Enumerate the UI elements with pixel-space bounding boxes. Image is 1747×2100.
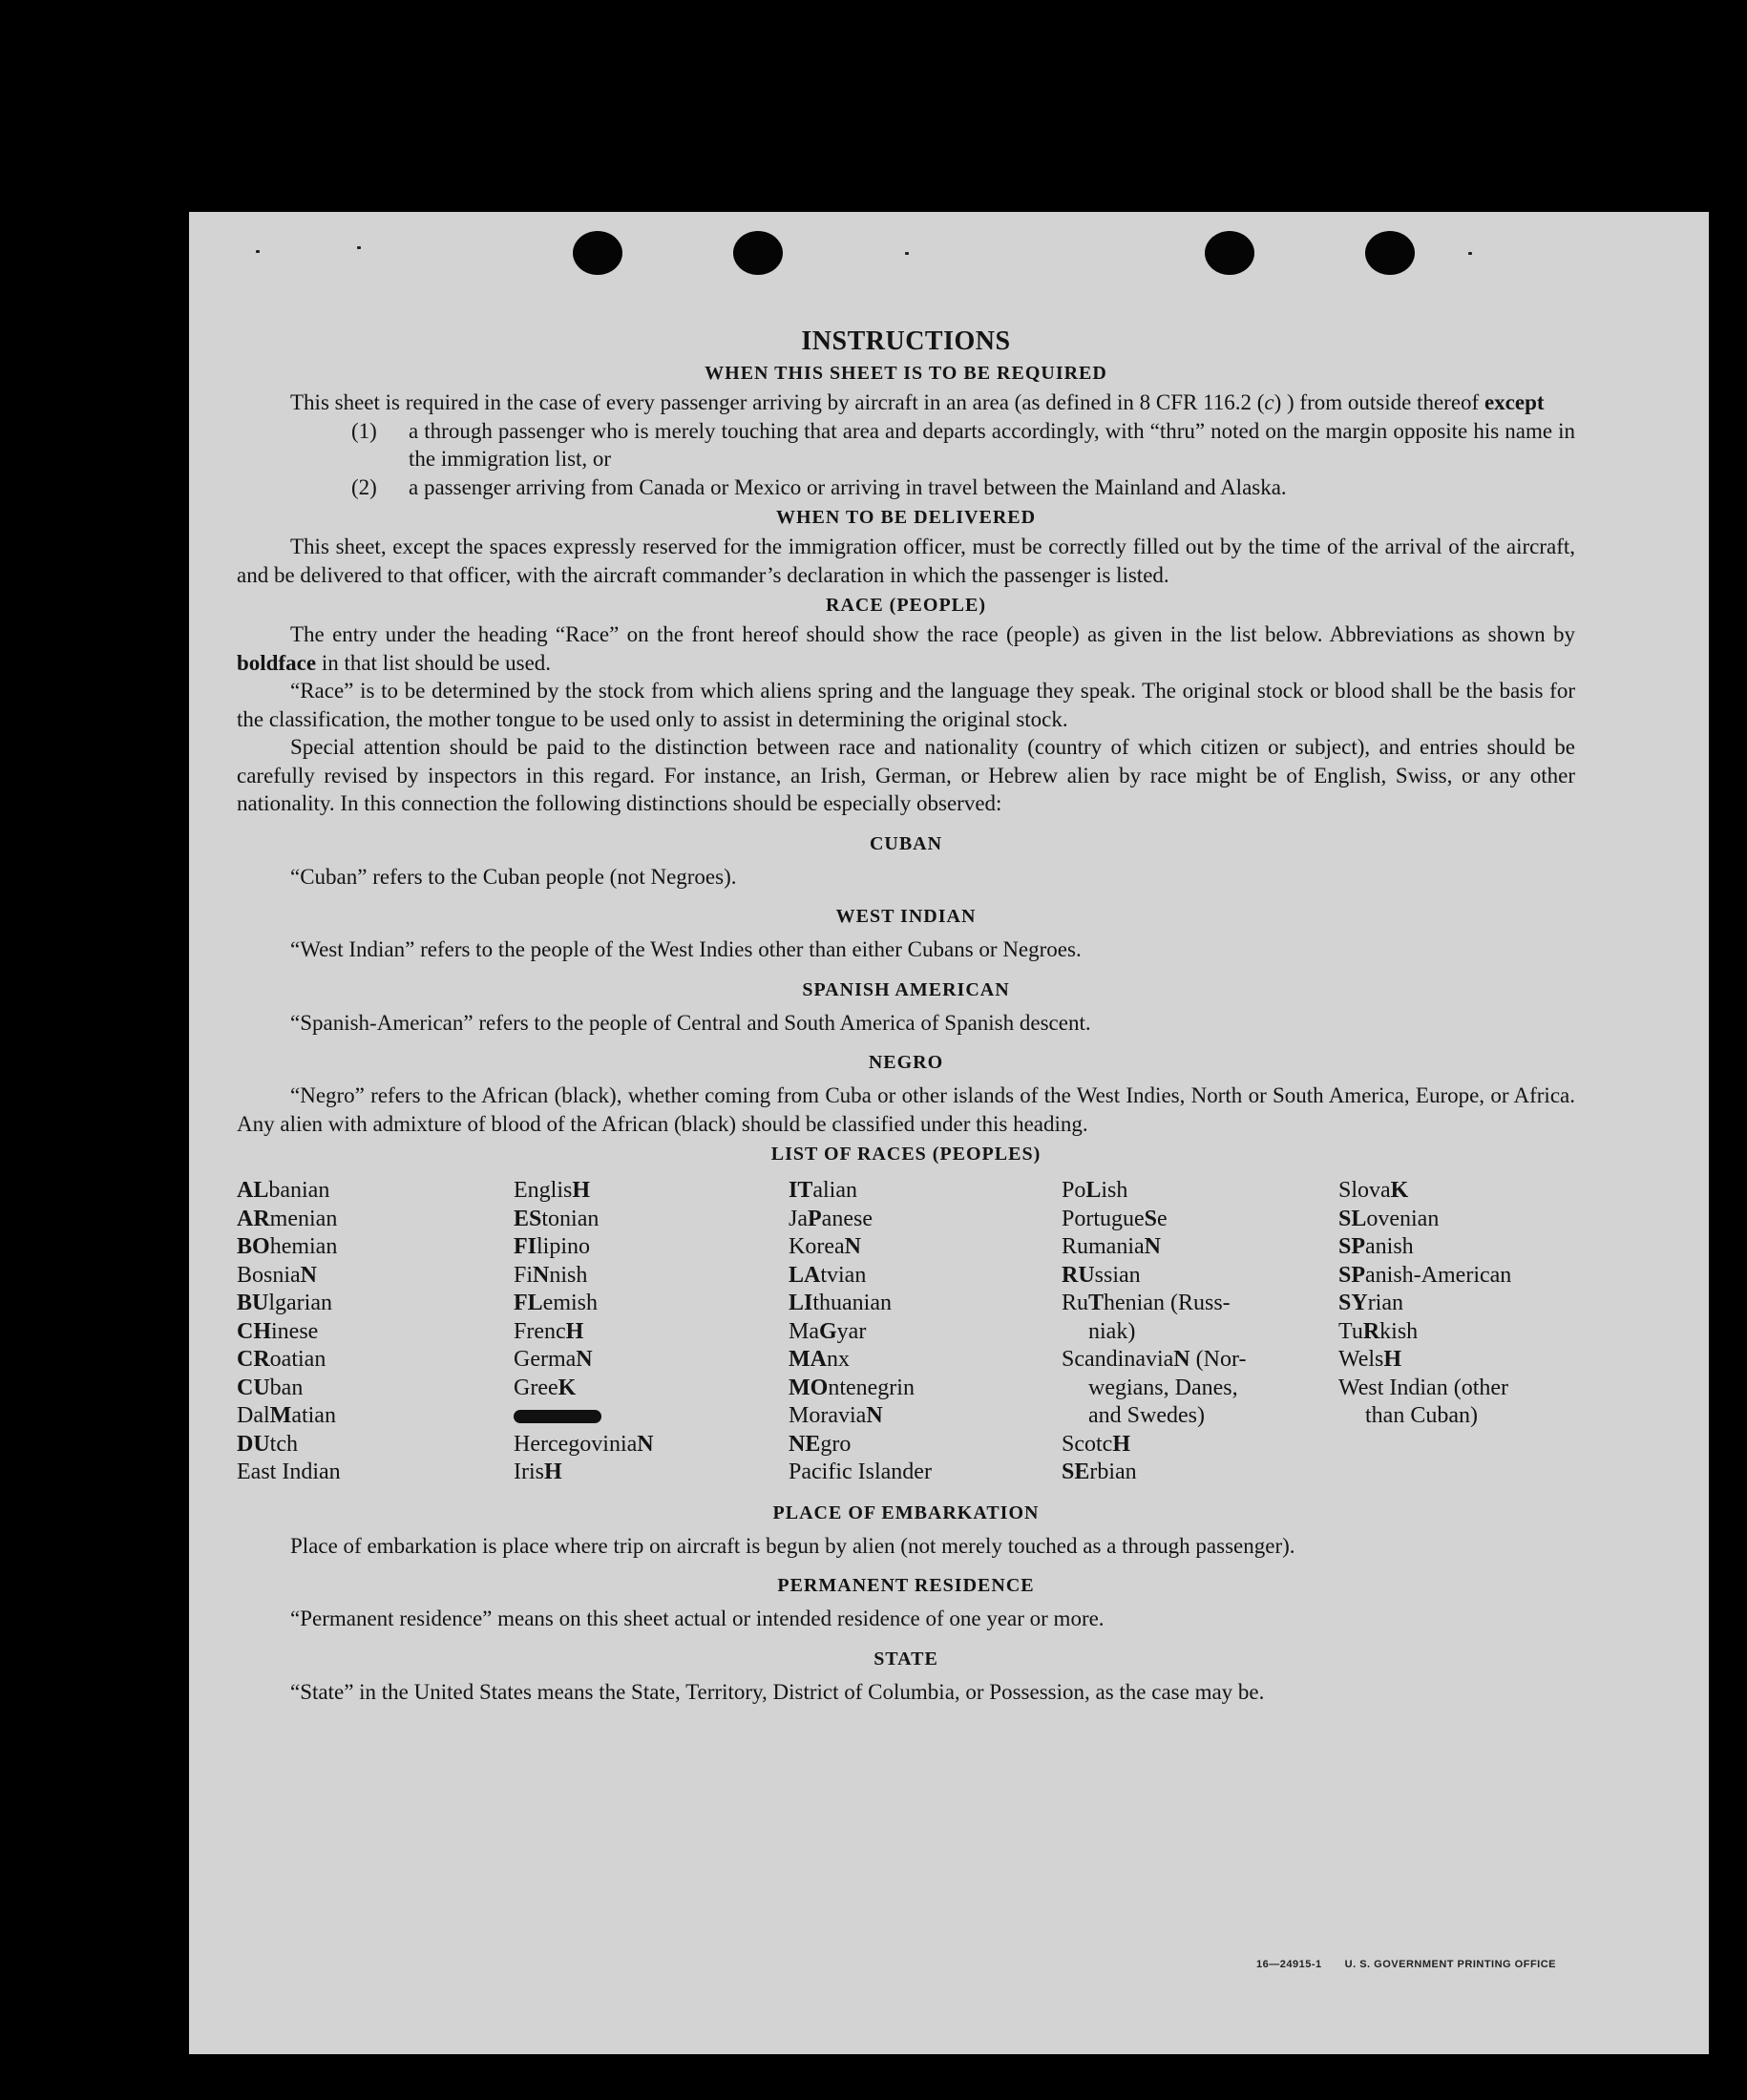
race-name-part: oatian [269,1347,326,1372]
race-name-part: anese [821,1206,873,1231]
race-name-part: Ja [789,1206,808,1231]
paper-speck [256,250,260,253]
race-name-part: nish [549,1262,588,1288]
race-entry-continued: wegians, Danes, [1088,1375,1238,1400]
race-abbreviation: N [1173,1347,1190,1372]
section-heading-embarkation: PLACE OF EMBARKATION [772,1502,1040,1523]
race-name-part: thuanian [812,1291,892,1315]
race-entry [1062,1206,1338,1234]
race-abbreviation: SP [1338,1234,1366,1259]
race-abbreviation: AR [237,1206,270,1231]
race-entry [237,1375,514,1403]
race-name-part: anish-American [1365,1262,1512,1288]
race-entry [237,1262,514,1291]
race-abbreviation: H [572,1178,591,1203]
race-entry [514,1206,789,1234]
race-name-part: kish [1379,1318,1419,1344]
race-abbreviation: S [1144,1206,1158,1231]
race-name-part: Korea [789,1234,845,1259]
race-abbreviation: R [1362,1318,1380,1344]
paper-speck [1468,252,1472,255]
race-name-part: Hercegovinia [514,1431,638,1457]
race-entry [1338,1290,1575,1318]
negro-text: “Negro” refers to the African (black), whether coming from Cuba or other islands of the West Indies, North or South America, Europe, or Africa. Any alien with admixture of blood of the African (black) should be classified under this heading. [237,1083,1575,1136]
race-name-part: Bosnia [237,1262,301,1288]
punch-hole [1205,231,1254,275]
race-entry [789,1206,1062,1234]
race-abbreviation: SL [1338,1206,1367,1231]
race-column [789,1177,1062,1487]
race-name-part: atian [291,1403,336,1428]
race-abbreviation: N [844,1234,861,1259]
document-page [189,212,1709,2054]
race-name-part: Dal [237,1403,270,1428]
race-name-part: gro [820,1431,852,1457]
race-text: The entry under the heading “Race” on the front hereof should show the race (people) as given in the list below. Abbreviations as shown by [290,622,1575,646]
race-entry [1062,1431,1338,1460]
race-name-part: rbian [1089,1460,1137,1484]
race-abbreviation: M [269,1403,292,1428]
race-entry [1062,1290,1338,1318]
race-abbreviation: ES [514,1206,542,1231]
race-entry [514,1346,789,1375]
race-entry [237,1318,514,1347]
race-name-part: ntenegrin [828,1375,915,1400]
race-entry [789,1318,1062,1347]
race-name-part: tonian [541,1206,600,1231]
race-boldface-word: boldface [237,650,317,675]
embarkation-text: Place of embarkation is place where trip on aircraft is begun by alien (not merely touched as a through passenger). [290,1533,1295,1558]
intro-text: ) ) from outside thereof [1273,390,1484,414]
printer-name: U. S. GOVERNMENT PRINTING OFFICE [1344,1959,1556,1970]
race-entry [237,1206,514,1234]
race-name-part: Wels [1338,1347,1384,1372]
race-name-part: banian [268,1178,330,1203]
exception-item [237,417,1575,473]
race-entry [1062,1262,1338,1291]
race-name-part: henian (Russ- [1104,1291,1231,1315]
race-abbreviation: AL [237,1178,269,1203]
race-abbreviation: SY [1338,1291,1368,1315]
race-name-part: anish [1365,1234,1414,1259]
race-entry [789,1290,1062,1318]
race-entry [1062,1459,1338,1487]
race-entry-continued: and Swedes) [1088,1403,1205,1428]
spanish-american-text: “Spanish-American” refers to the people of Central and South America of Spanish descent. [290,1010,1091,1035]
race-column [237,1177,514,1487]
west-indian-text: “West Indian” refers to the people of the West Indies other than either Cubans or Negroes. [290,937,1082,961]
punch-hole [733,231,783,275]
race-name-part: lipino [537,1234,591,1259]
section-heading-residence: PERMANENT RESIDENCE [777,1575,1035,1596]
race-name-part: Pacific Islander [789,1460,932,1484]
race-entry [237,1177,514,1206]
race-entry [1062,1233,1338,1262]
race-abbreviation: NE [789,1431,821,1457]
section-heading-races-list: LIST OF RACES (PEOPLES) [770,1144,1042,1165]
race-entry [1062,1177,1338,1206]
race-name-part: tch [269,1431,298,1457]
race-abbreviation: L [1085,1178,1102,1203]
race-entry [237,1431,514,1460]
race-paragraph-3: Special attention should be paid to the distinction between race and nationality (country of which citizen or subject), and entries should be carefully revised by inspectors in this regard. For instance, an Irish, German, or Hebrew alien by race might be of English, Swiss, or any other nationality. In this connection the following distinctions should be especially observed: [237,735,1575,815]
race-abbreviation: N [300,1262,318,1288]
race-entry [514,1233,789,1262]
race-entry-continued: than Cuban) [1365,1403,1478,1428]
exception-item [237,473,1575,502]
section-heading-spanish-american: SPANISH AMERICAN [802,978,1010,1000]
item-text: a passenger arriving from Canada or Mexico or arriving in travel between the Mainland and Alaska. [409,474,1287,499]
race-abbreviation: FI [514,1234,537,1259]
race-abbreviation: CH [237,1318,271,1344]
section-heading-delivered: WHEN TO BE DELIVERED [775,507,1037,528]
race-name-part: (Nor- [1189,1347,1247,1372]
race-entry [1338,1233,1575,1262]
race-abbreviation: H [1112,1431,1130,1457]
state-text: “State” in the United States means the State, Territory, District of Columbia, or Possession, as the case may be. [290,1679,1265,1704]
race-name-part: Rumania [1062,1234,1145,1259]
race-entry [1062,1346,1338,1375]
race-paragraph-2: “Race” is to be determined by the stock from which aliens spring and the language they speak. The original stock or blood shall be the basis for the classification, the mother tongue to be used only to assist in determining the original stock. [237,679,1575,731]
race-entry [514,1177,789,1206]
race-entry [1338,1262,1575,1291]
punch-hole [573,231,622,275]
race-name-part: ssian [1094,1262,1141,1288]
race-abbreviation: FL [514,1291,543,1315]
item-text: a through passenger who is merely touching that area and departs accordingly, with “thru” noted on the margin opposite his name in the immigration list, or [409,418,1575,471]
race-abbreviation: N [533,1262,550,1288]
race-entry [514,1459,789,1487]
race-name-part: Moravia [789,1403,867,1428]
race-abbreviation: K [1390,1178,1409,1203]
race-abbreviation: SE [1062,1460,1090,1484]
section-heading-cuban: CUBAN [869,832,943,854]
paper-speck [357,246,361,249]
redaction-mark [514,1410,601,1423]
race-entry [514,1431,789,1460]
race-entry [514,1318,789,1347]
race-abbreviation: LI [789,1291,813,1315]
section-heading-race: RACE (PEOPLE) [826,595,986,616]
race-abbreviation: N [1144,1234,1161,1259]
race-name-part: alian [812,1178,857,1203]
race-name-part: East Indian [237,1460,341,1484]
race-name-part: Frenc [514,1318,566,1344]
race-entry [789,1262,1062,1291]
race-abbreviation: RU [1062,1262,1095,1288]
form-number: 16—24915-1 [1256,1959,1322,1970]
race-abbreviation: P [808,1206,822,1231]
race-paragraph-1 [237,620,1575,677]
race-abbreviation: N [866,1403,883,1428]
race-entry [1338,1177,1575,1206]
paper-speck [905,252,909,255]
race-name-part: hemian [269,1234,338,1259]
race-name-part: Scandinavia [1062,1347,1174,1372]
race-name-part: nx [826,1347,850,1372]
race-name-part: Po [1062,1178,1086,1203]
race-abbreviation: H [1383,1347,1402,1372]
race-entry [237,1459,514,1487]
race-name-part: Gree [514,1375,558,1400]
cuban-text: “Cuban” refers to the Cuban people (not Negroes). [290,864,737,889]
intro-subsection: c [1264,390,1274,414]
instructions-content [237,326,1575,1706]
race-abbreviation: IT [789,1178,813,1203]
section-heading-state: STATE [874,1648,938,1670]
item-number: (2) [351,474,377,499]
race-name-part: menian [269,1206,338,1231]
race-text: in that list should be used. [316,650,552,675]
race-abbreviation: MO [789,1375,829,1400]
race-name-part: Ma [789,1318,819,1344]
race-entry [237,1402,514,1431]
race-name-part: Portugue [1062,1206,1145,1231]
section-heading-west-indian: WEST INDIAN [835,906,977,927]
race-entry [789,1402,1062,1431]
race-entry [789,1375,1062,1403]
race-abbreviation: DU [237,1431,270,1457]
race-entry-continued: niak) [1088,1318,1136,1344]
page-title: INSTRUCTIONS [801,326,1011,356]
race-entry-redacted [514,1402,789,1431]
race-name-part: ish [1101,1178,1128,1203]
race-abbreviation: BU [237,1291,269,1315]
race-abbreviation: G [819,1318,837,1344]
race-entry [514,1262,789,1291]
race-name-part: ban [269,1375,304,1400]
race-entry [789,1346,1062,1375]
race-column [1338,1177,1575,1487]
delivered-text: This sheet, except the spaces expressly reserved for the immigration officer, must be correctly filled out by the time of the arrival of the aircraft, and be delivered to that officer, with the aircraft commander’s declaration in which the passenger is listed. [237,535,1575,587]
race-abbreviation: MA [789,1347,827,1372]
race-name-part: Slova [1338,1178,1391,1203]
race-name-part: tvian [820,1262,867,1288]
residence-text: “Permanent residence” means on this sheet actual or intended residence of one year or more. [290,1606,1105,1630]
race-name-part: inese [271,1318,319,1344]
race-abbreviation: SP [1338,1262,1366,1288]
punch-hole [1365,231,1415,275]
race-abbreviation: CR [237,1347,270,1372]
race-entry [237,1233,514,1262]
race-abbreviation: N [576,1347,593,1372]
race-entry [1338,1206,1575,1234]
race-name-part: Fi [514,1262,534,1288]
race-name-part: Iris [514,1460,544,1484]
race-abbreviation: H [544,1460,562,1484]
race-name-part: Ru [1062,1291,1089,1315]
race-abbreviation: BO [237,1234,270,1259]
race-entry [789,1177,1062,1206]
race-name-part: e [1157,1206,1168,1231]
race-abbreviation: T [1088,1291,1105,1315]
race-abbreviation: H [565,1318,584,1344]
race-entry [789,1459,1062,1487]
section-heading-negro: NEGRO [868,1052,944,1073]
race-name-part: Tu [1338,1318,1363,1344]
race-entry [1338,1375,1575,1403]
intro-text: This sheet is required in the case of every passenger arriving by aircraft in an area (as defined in 8 CFR 116.2 ( [290,390,1265,414]
race-name-part: lgarian [268,1291,332,1315]
item-number: (1) [351,418,377,443]
race-entry [1338,1318,1575,1347]
race-column [1062,1177,1338,1487]
race-entry [514,1375,789,1403]
race-entry [237,1346,514,1375]
race-abbreviation: LA [789,1262,821,1288]
race-column [514,1177,789,1487]
race-name-part: yar [836,1318,867,1344]
race-name-part: Scotc [1062,1431,1113,1457]
print-footer [1256,1959,1556,1970]
race-name-part: rian [1367,1291,1403,1315]
race-entry [514,1290,789,1318]
race-abbreviation: K [558,1375,577,1400]
race-entry [789,1431,1062,1460]
section-heading-required: WHEN THIS SHEET IS TO BE REQUIRED [705,363,1107,384]
race-abbreviation: N [637,1431,654,1457]
race-name-part: West Indian (other [1338,1375,1509,1400]
race-abbreviation: CU [237,1375,270,1400]
required-intro [237,388,1575,417]
race-name-part: Germa [514,1347,577,1372]
races-list [237,1177,1575,1487]
intro-except: except [1484,390,1545,414]
race-name-part: emish [542,1291,598,1315]
race-entry [1338,1346,1575,1375]
race-entry [237,1290,514,1318]
race-entry [789,1233,1062,1262]
race-name-part: ovenian [1366,1206,1440,1231]
race-name-part: Englis [514,1178,573,1203]
